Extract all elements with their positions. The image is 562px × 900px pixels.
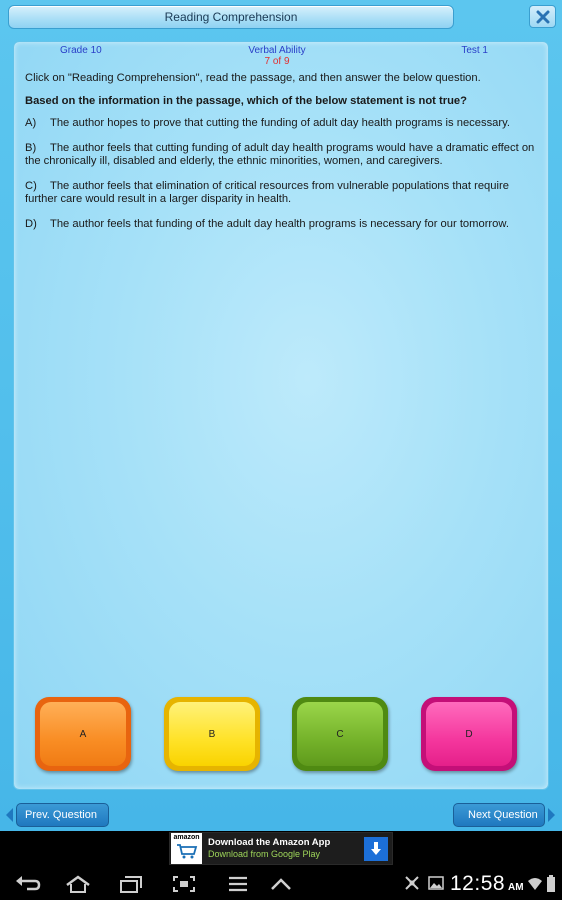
answer-a-button[interactable] <box>35 697 131 771</box>
option-b <box>25 142 543 169</box>
system-nav-bar <box>0 868 562 900</box>
answer-b-button[interactable] <box>164 697 260 771</box>
answer-d-button[interactable] <box>421 697 517 771</box>
option-a-text: The author hopes to prove that cutting the funding of adult day health programs is necessary. <box>50 117 511 129</box>
chevron-up-icon[interactable] <box>270 875 292 893</box>
option-c <box>25 180 543 207</box>
ad-subtitle: Download from Google Play <box>208 849 321 859</box>
next-question-button[interactable]: Next Question <box>453 803 545 827</box>
answer-d-face <box>426 702 512 766</box>
answer-c-face <box>297 702 383 766</box>
answer-d-label: D <box>465 728 473 740</box>
question-body <box>25 72 543 242</box>
amazon-logo <box>171 833 202 864</box>
instruction-text: Click on "Reading Comprehension", read the passage, and then answer the below question. <box>25 72 481 84</box>
ad-banner[interactable] <box>169 832 393 865</box>
clock-time: 12:58 <box>450 872 506 895</box>
page-title: Reading Comprehension <box>164 10 298 24</box>
shopping-cart-icon <box>176 843 198 859</box>
menu-icon[interactable] <box>227 875 249 893</box>
test-label: Test 1 <box>461 45 488 56</box>
option-d-text: The author feels that funding of the adult day health programs is necessary for our tomorrow. <box>50 217 509 230</box>
close-button[interactable] <box>529 5 556 28</box>
back-icon[interactable] <box>15 875 41 893</box>
option-c-text: The author feels that elimination of critical resources from vulnerable populations that require further care would result in a larger disparity in health. <box>25 179 509 205</box>
usb-debug-icon <box>404 875 420 893</box>
amazon-logo-text: amazon <box>173 834 200 841</box>
question-panel <box>13 41 549 790</box>
battery-icon <box>546 875 556 893</box>
subject-label: Verbal Ability <box>248 45 306 56</box>
home-icon[interactable] <box>65 875 91 893</box>
answer-a-label: A <box>79 728 87 740</box>
screenshot-icon[interactable] <box>172 875 196 893</box>
option-a-letter: A) <box>25 117 37 129</box>
ad-title: Download the Amazon App <box>208 837 331 848</box>
question-nav <box>0 803 562 829</box>
answer-c-button[interactable] <box>292 697 388 771</box>
prev-question-button[interactable]: Prev. Question <box>16 803 109 827</box>
progress-label: 7 of 9 <box>264 56 290 67</box>
option-c-letter: C) <box>25 179 37 192</box>
option-d-letter: D) <box>25 217 37 230</box>
option-d <box>25 218 543 232</box>
answer-b-face <box>169 702 255 766</box>
answer-b-label: B <box>208 728 216 740</box>
answer-c-label: C <box>336 728 344 740</box>
grade-label: Grade 10 <box>60 45 102 56</box>
ad-texts <box>208 837 364 860</box>
download-icon[interactable] <box>364 837 388 861</box>
option-a <box>25 117 543 131</box>
title-bar <box>8 5 454 29</box>
clock-ampm: AM <box>508 882 524 893</box>
recent-apps-icon[interactable] <box>118 875 144 893</box>
gallery-icon <box>428 875 444 893</box>
option-b-text: The author feels that cutting funding of adult day health programs would have a dramatic effect on the chronically ill, disabled and elderly, the ethnic minorities, women, and caregivers. <box>25 141 535 167</box>
next-arrow-icon[interactable] <box>546 804 558 826</box>
wifi-icon <box>527 875 543 891</box>
answer-a-face <box>40 702 126 766</box>
close-x-icon <box>536 10 550 24</box>
question-prompt: Based on the information in the passage, which of the below statement is not true? <box>25 94 467 107</box>
option-b-letter: B) <box>25 141 37 154</box>
